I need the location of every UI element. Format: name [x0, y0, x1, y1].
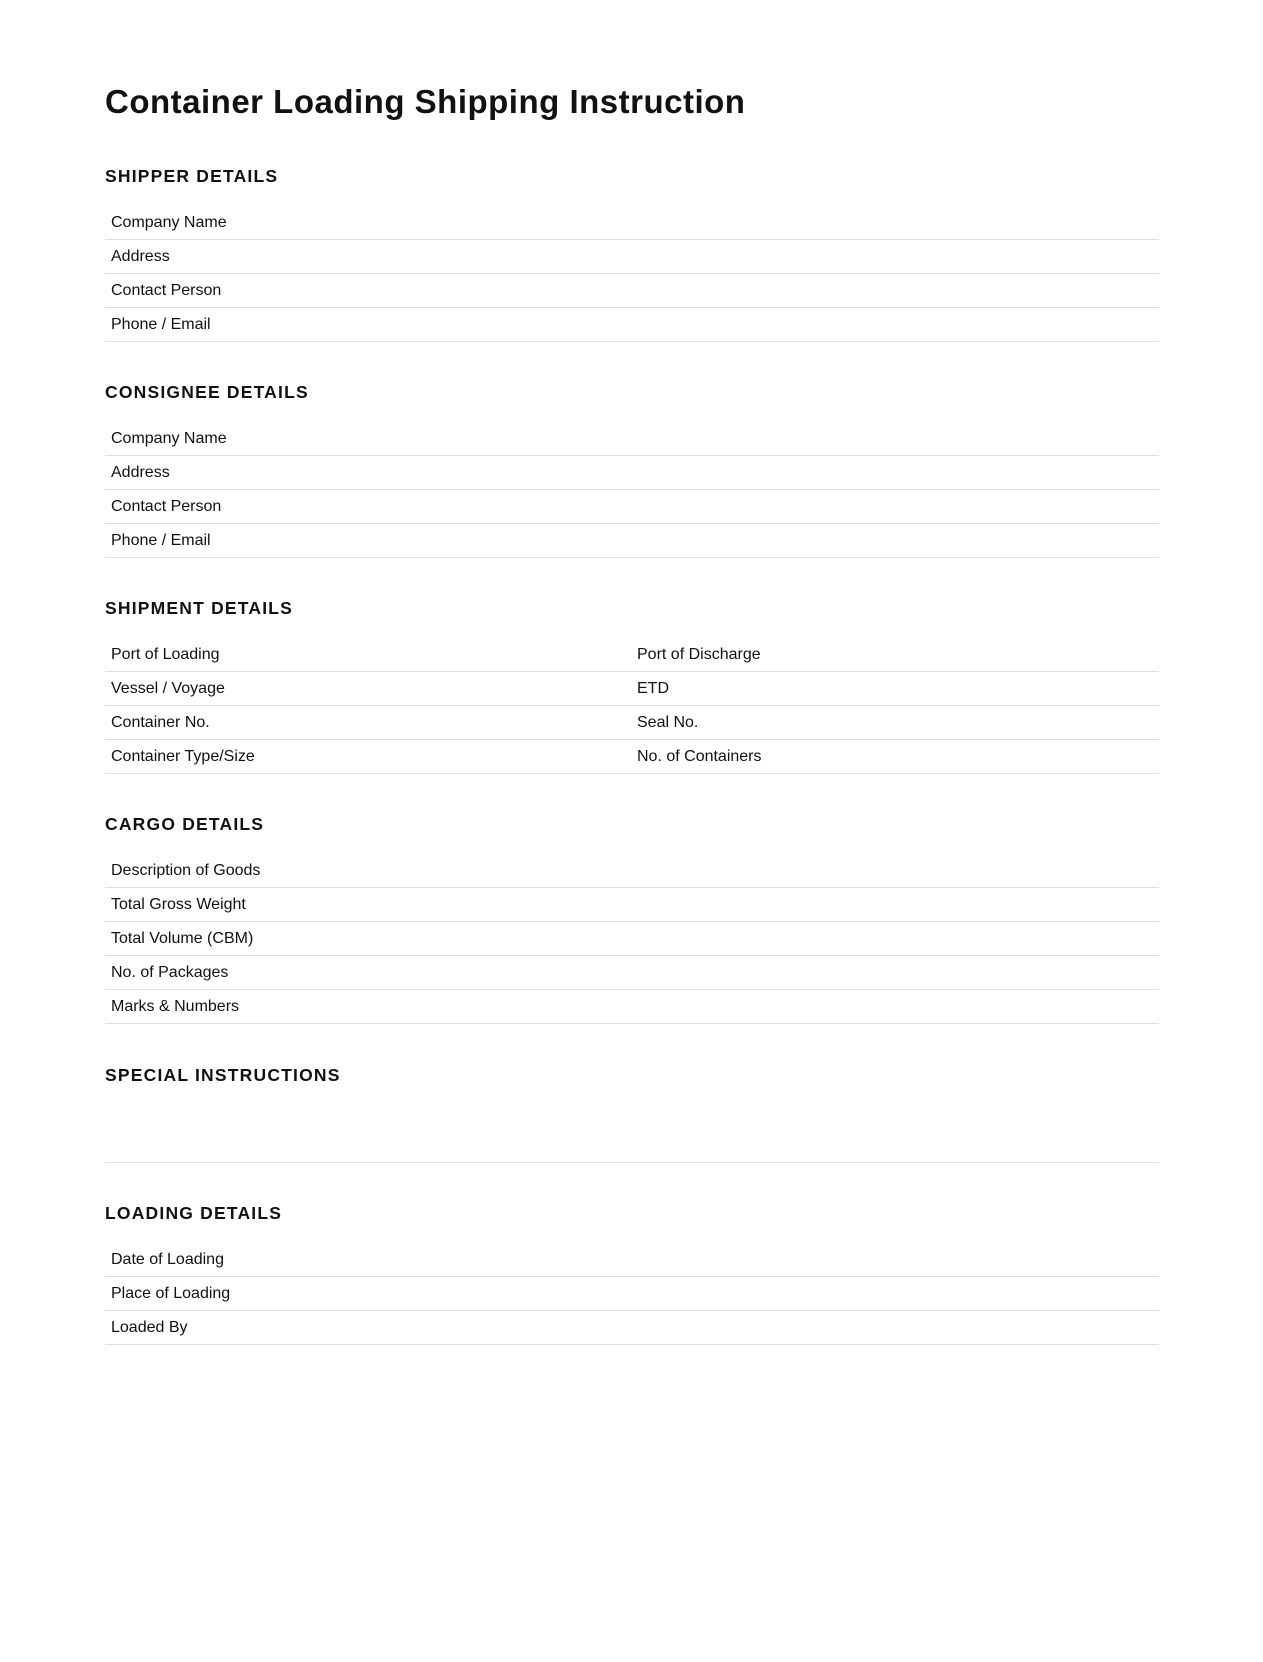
field-label: Container Type/Size: [111, 747, 255, 765]
field-label: Address: [111, 463, 170, 481]
field-label: Container No.: [111, 713, 210, 731]
consignee-row-address: [105, 456, 1159, 490]
cargo-section: [105, 813, 1158, 1024]
shipper-row-company: [105, 206, 1159, 240]
field-label: Address: [111, 247, 170, 265]
loading-row-loaded-by: [105, 1311, 1159, 1345]
field-label: Company Name: [111, 429, 227, 447]
cargo-row-marks: [105, 990, 1159, 1024]
field-label: Port of Loading: [111, 645, 220, 663]
field-label: Port of Discharge: [637, 645, 761, 663]
field-label: Seal No.: [637, 713, 699, 731]
shipment-fields: [105, 638, 1159, 774]
shipment-heading: SHIPMENT DETAILS: [105, 598, 294, 618]
shipper-heading: SHIPPER DETAILS: [105, 166, 279, 186]
cargo-row-description: [105, 854, 1159, 888]
shipment-row-ports: [105, 638, 1159, 672]
cargo-heading: CARGO DETAILS: [105, 814, 265, 834]
cargo-row-volume: [105, 922, 1159, 956]
loading-row-place: [105, 1277, 1159, 1311]
field-label: No. of Packages: [111, 963, 229, 981]
consignee-section: [105, 381, 1158, 558]
field-label: Marks & Numbers: [111, 997, 240, 1015]
shipment-row-container: [105, 706, 1159, 740]
special-instructions-section: [105, 1064, 1158, 1163]
special-instructions-area: [105, 1086, 1159, 1163]
consignee-row-company: [105, 422, 1159, 456]
shipper-section: [105, 165, 1158, 342]
shipment-row-type: [105, 740, 1159, 774]
consignee-row-phone: [105, 524, 1159, 558]
consignee-heading: CONSIGNEE DETAILS: [105, 382, 309, 402]
field-label: Vessel / Voyage: [111, 679, 225, 697]
field-label: Contact Person: [111, 497, 222, 515]
cargo-row-packages: [105, 956, 1159, 990]
field-label: Contact Person: [111, 281, 222, 299]
field-label: Phone / Email: [111, 531, 211, 549]
loading-row-date: [105, 1243, 1159, 1277]
field-label: Date of Loading: [111, 1250, 224, 1268]
document-title: Container Loading Shipping Instruction: [105, 83, 746, 120]
shipment-section: [105, 597, 1158, 774]
shipper-fields: [105, 206, 1159, 342]
field-label: Total Volume (CBM): [111, 929, 254, 947]
special-instructions-heading: SPECIAL INSTRUCTIONS: [105, 1065, 341, 1085]
shipper-row-address: [105, 240, 1159, 274]
loading-fields: [105, 1243, 1159, 1345]
field-label: Phone / Email: [111, 315, 211, 333]
cargo-row-weight: [105, 888, 1159, 922]
field-label: No. of Containers: [637, 747, 762, 765]
field-label: Total Gross Weight: [111, 895, 246, 913]
loading-heading: LOADING DETAILS: [105, 1203, 283, 1223]
cargo-fields: [105, 854, 1159, 1024]
loading-section: [105, 1202, 1158, 1345]
consignee-fields: [105, 422, 1159, 558]
field-label: Company Name: [111, 213, 227, 231]
shipper-row-phone: [105, 308, 1159, 342]
field-label: ETD: [637, 679, 669, 697]
field-label: Place of Loading: [111, 1284, 231, 1302]
field-label: Loaded By: [111, 1318, 188, 1336]
consignee-row-contact: [105, 490, 1159, 524]
shipper-row-contact: [105, 274, 1159, 308]
field-label: Description of Goods: [111, 861, 261, 879]
shipment-row-vessel: [105, 672, 1159, 706]
